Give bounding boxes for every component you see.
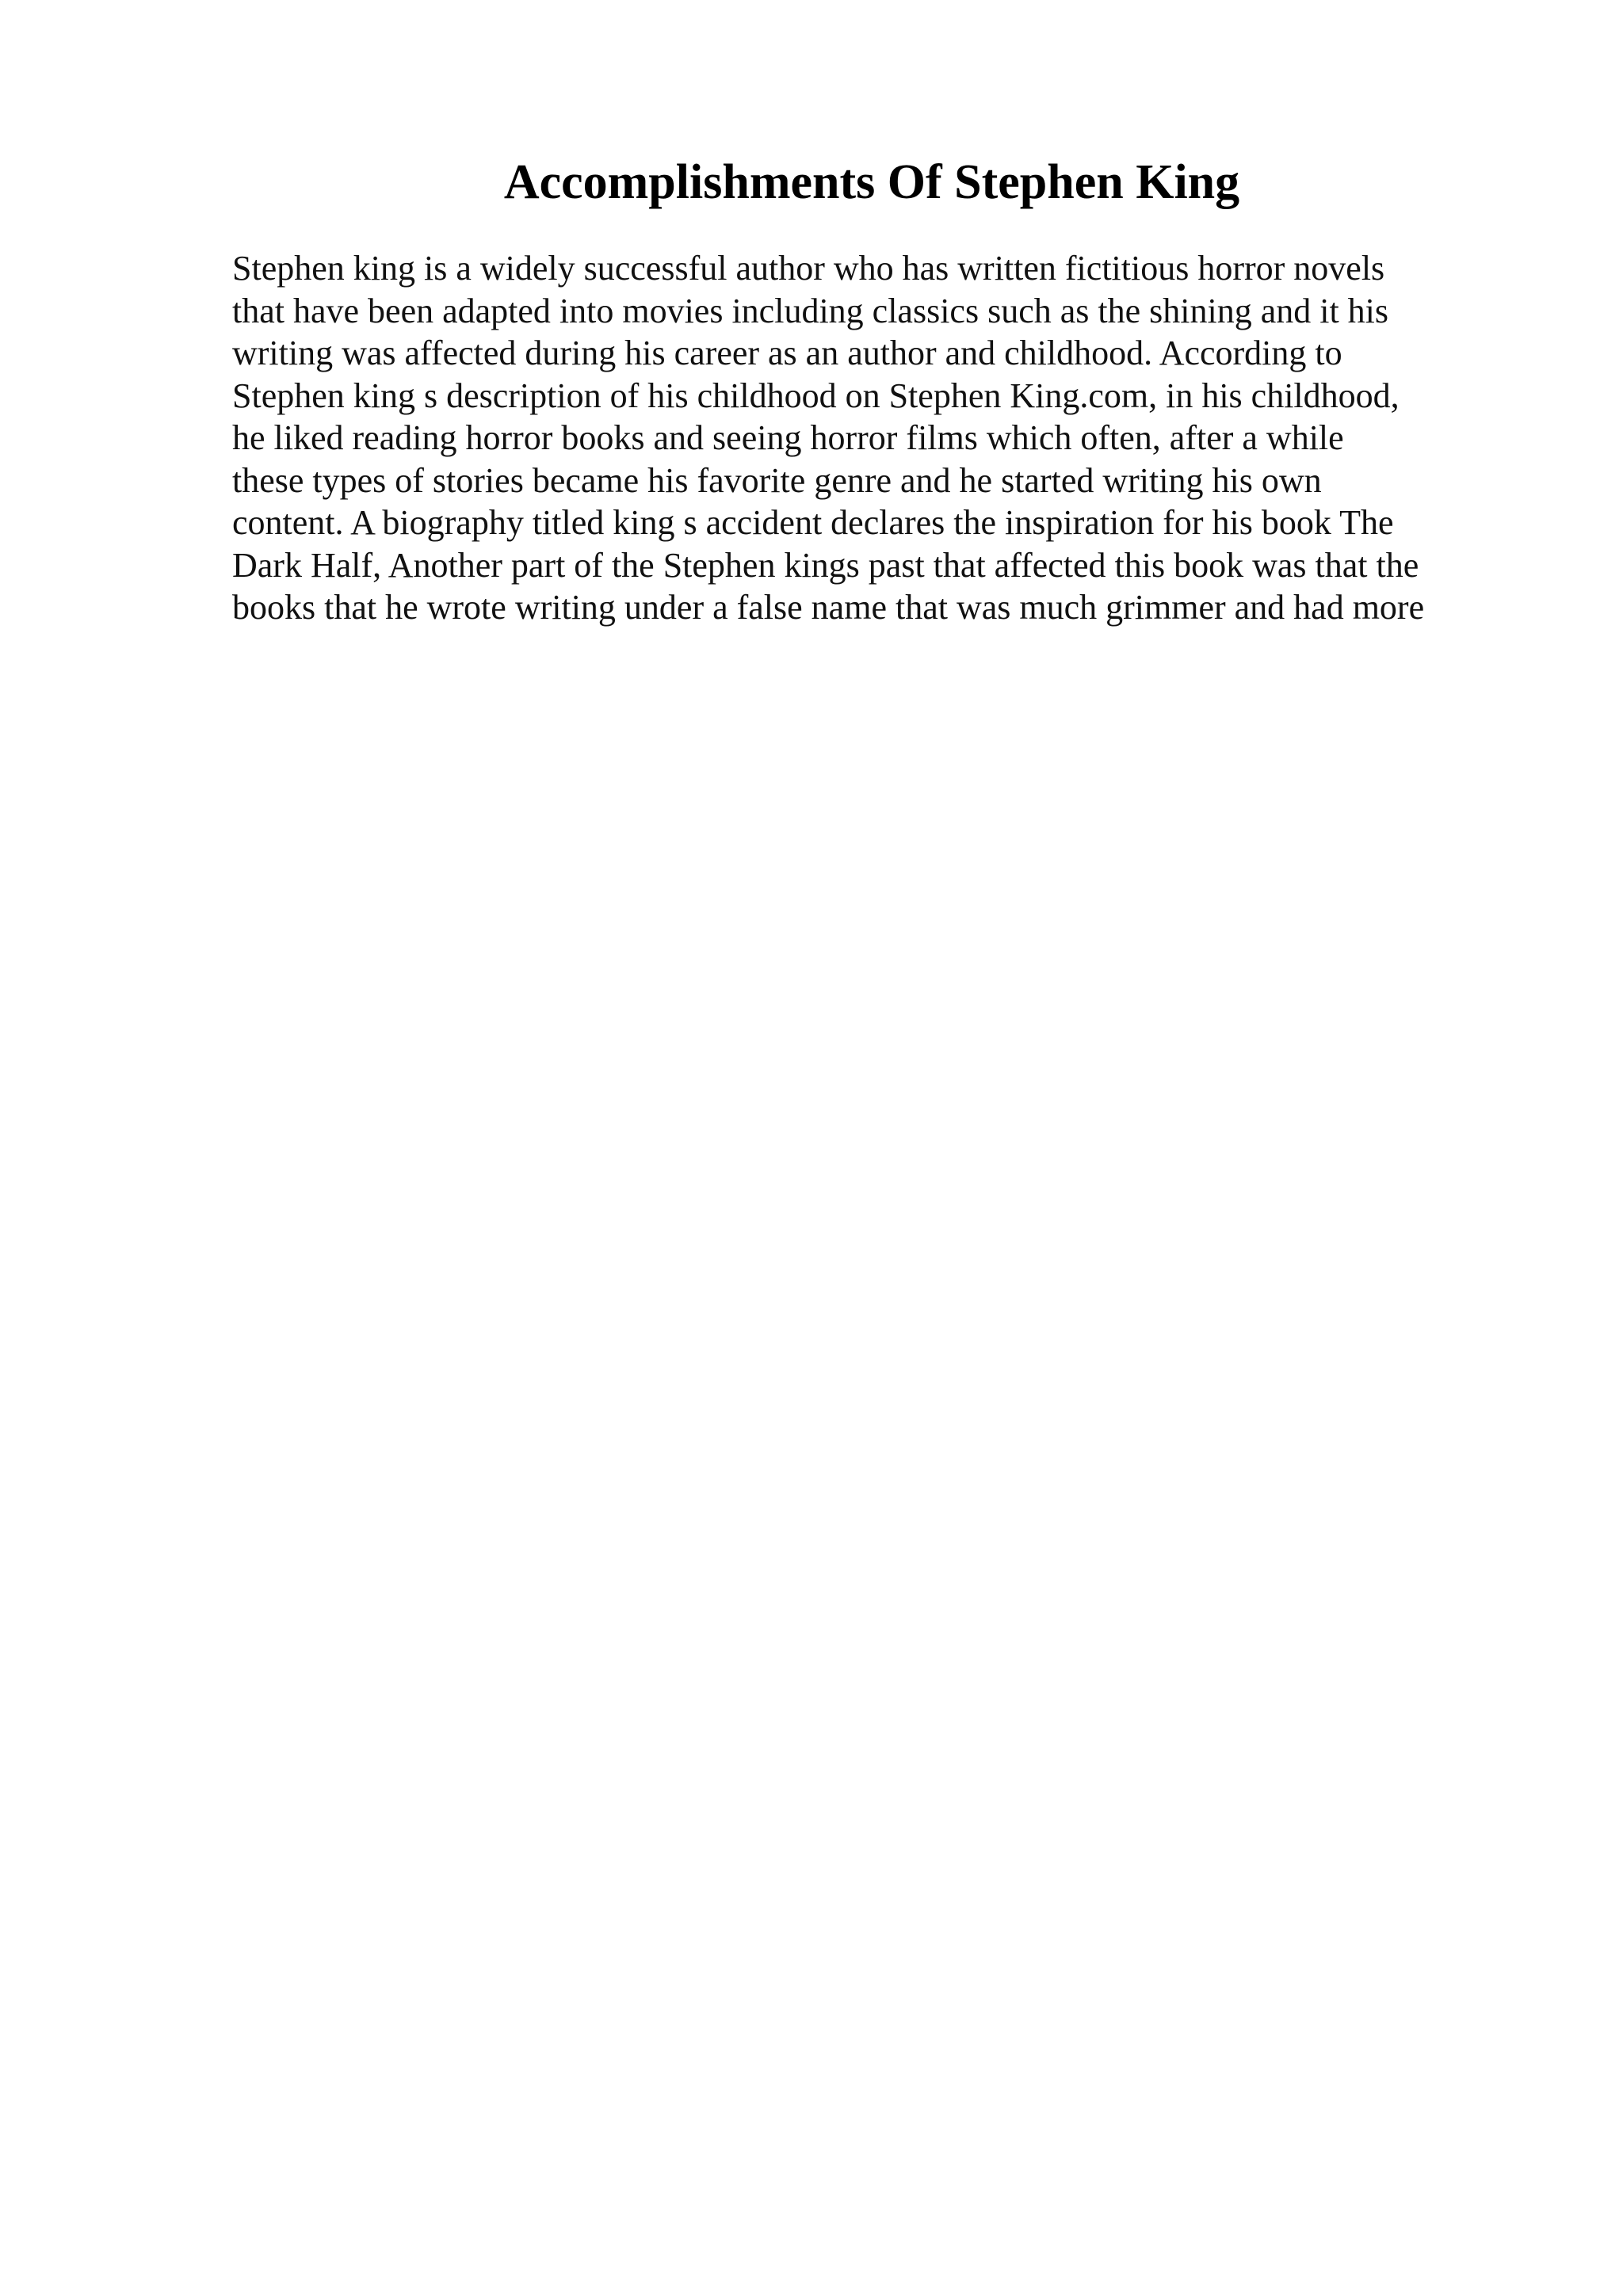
text-line: he liked reading horror books and seeing horror films which often, after a while xyxy=(232,418,1344,457)
document-body xyxy=(232,247,1516,629)
text-line: Dark Half, Another part of the Stephen kings past that affected this book was that the xyxy=(232,545,1419,585)
text-line: Stephen king is a widely successful author who has written fictitious horror novels xyxy=(232,249,1385,288)
text-line: these types of stories became his favorite genre and he started writing his own xyxy=(232,460,1322,500)
text-line: that have been adapted into movies including classics such as the shining and it his xyxy=(232,291,1389,330)
document-title: Accomplishments Of Stephen King xyxy=(503,155,1240,209)
text-line: content. A biography titled king s accident declares the inspiration for his book The xyxy=(232,503,1394,542)
text-line: Stephen king s description of his childhood on Stephen King.com, in his childhood, xyxy=(232,376,1400,415)
text-line: writing was affected during his career as an author and childhood. According to xyxy=(232,334,1342,372)
text-line: books that he wrote writing under a false name that was much grimmer and had more xyxy=(232,588,1425,627)
